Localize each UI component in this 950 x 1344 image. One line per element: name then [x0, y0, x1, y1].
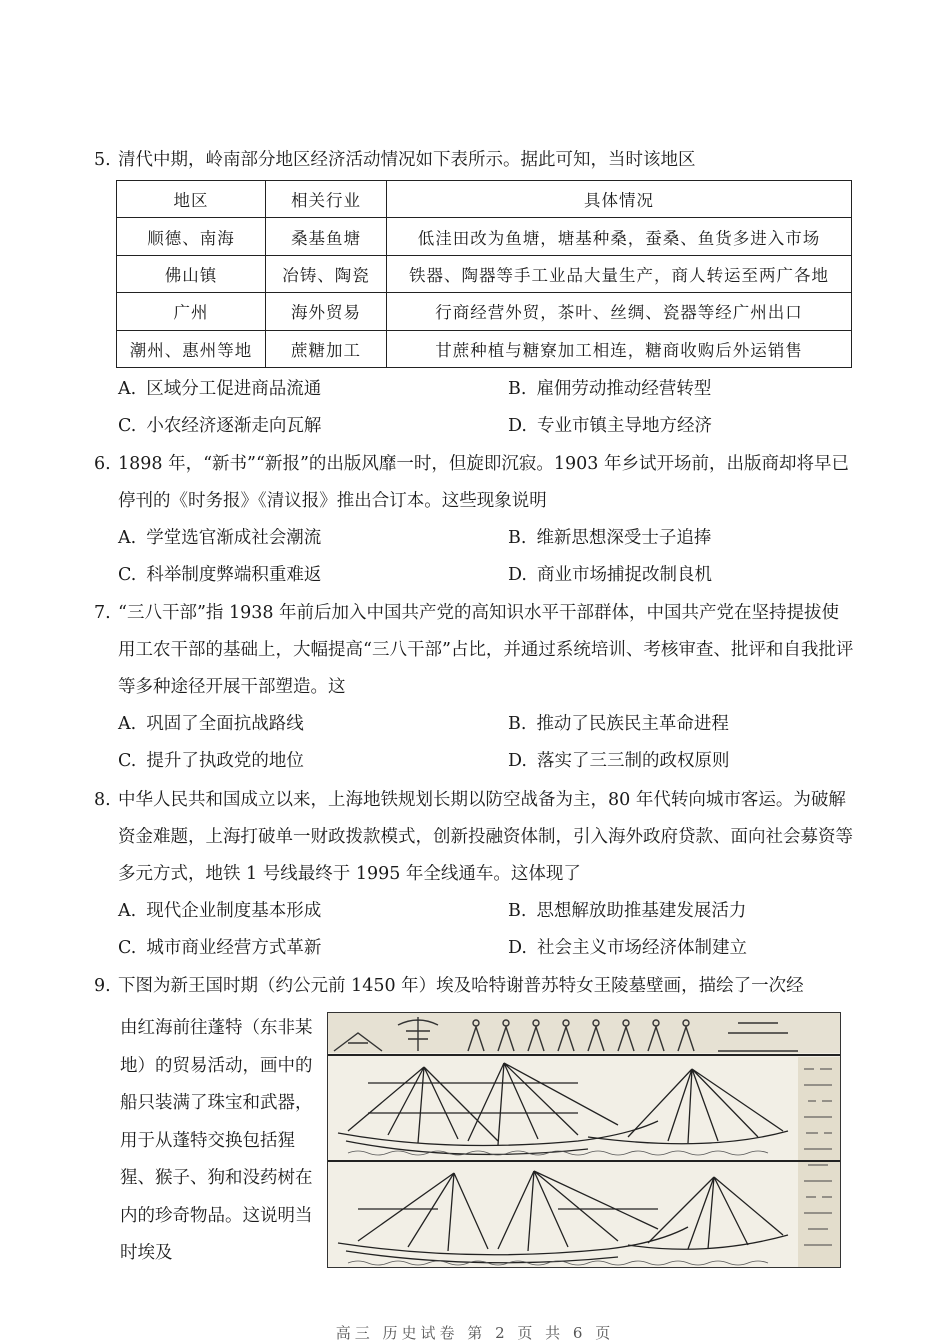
- option-a[interactable]: [118, 706, 508, 743]
- table-cell: 广州: [117, 293, 266, 330]
- table-cell: 冶铸、陶瓷: [266, 255, 387, 292]
- question-5-options: [94, 371, 854, 445]
- table-row: [117, 330, 852, 367]
- table-cell: 顺德、南海: [117, 218, 266, 255]
- table-cell: 海外贸易: [266, 293, 387, 330]
- option-b[interactable]: [508, 893, 878, 930]
- option-label: C.: [118, 565, 137, 585]
- option-c[interactable]: [118, 557, 508, 594]
- table-cell: 铁器、陶器等手工业品大量生产，商人转运至两广各地: [387, 255, 852, 292]
- table-cell: 潮州、惠州等地: [117, 330, 266, 367]
- table-cell: 佛山镇: [117, 255, 266, 292]
- option-text: 社会主义市场经济体制建立: [536, 938, 747, 958]
- economy-table: [116, 180, 852, 368]
- option-c[interactable]: [118, 930, 508, 967]
- option-a[interactable]: [118, 893, 508, 930]
- option-c[interactable]: [118, 408, 508, 445]
- option-text: 学堂选官渐成社会潮流: [146, 528, 322, 548]
- question-number: 6.: [94, 454, 111, 474]
- option-text: 现代企业制度基本形成: [146, 901, 322, 921]
- option-text: 科举制度弊端积重难返: [146, 565, 322, 585]
- option-text: 推动了民族民主革命进程: [536, 714, 729, 734]
- question-6: [94, 446, 854, 594]
- option-text: 城市商业经营方式革新: [146, 938, 322, 958]
- option-text: 区域分工促进商品流通: [146, 379, 322, 399]
- option-text: 雇佣劳动推动经营转型: [536, 379, 712, 399]
- option-text: 思想解放助推基建发展活力: [536, 901, 747, 921]
- option-label: D.: [508, 751, 527, 771]
- question-6-stem: [94, 446, 854, 520]
- option-b[interactable]: [508, 520, 878, 557]
- option-d[interactable]: [508, 743, 878, 780]
- option-a[interactable]: [118, 520, 508, 557]
- option-label: C.: [118, 751, 137, 771]
- question-number: 7.: [94, 603, 111, 623]
- question-text: 清代中期，岭南部分地区经济活动情况如下表所示。据此可知，当时该地区: [118, 150, 696, 170]
- question-5: [94, 142, 854, 179]
- option-label: A.: [118, 528, 137, 548]
- question-number: 5.: [94, 150, 111, 170]
- table-cell: 桑基鱼塘: [266, 218, 387, 255]
- table-header: 相关行业: [266, 181, 387, 218]
- table-cell: 低洼田改为鱼塘，塘基种桑，蚕桑、鱼货多进入市场: [387, 218, 852, 255]
- question-7-stem: [94, 595, 854, 706]
- option-label: D.: [508, 565, 527, 585]
- option-label: B.: [508, 379, 527, 399]
- option-d[interactable]: [508, 557, 878, 594]
- question-9: [94, 968, 854, 1005]
- question-7: [94, 595, 854, 780]
- option-text: 专业市镇主导地方经济: [536, 416, 712, 436]
- option-b[interactable]: [508, 706, 878, 743]
- option-d[interactable]: [508, 930, 878, 967]
- table-cell: 甘蔗种植与糖寮加工相连，糖商收购后外运销售: [387, 330, 852, 367]
- question-number: 9.: [94, 976, 111, 996]
- question-text: “三八干部”指 1938 年前后加入中国共产党的高知识水平干部群体，中国共产党在坚持提拔使用工农干部的基础上，大幅提高“三八干部”占比，并通过系统培训、考核审查、批评和自我批评等多种途径开展干部塑造。这: [118, 603, 854, 697]
- option-label: B.: [508, 528, 527, 548]
- egyptian-mural-image: [327, 1012, 841, 1268]
- question-9-side-text: 由红海前往蓬特（东非某地）的贸易活动，画中的船只装满了珠宝和武器，用于从蓬特交换包括猩猩、猴子、狗和没药树在内的珍奇物品。这说明当时埃及: [120, 1018, 313, 1263]
- table-header: 地区: [117, 181, 266, 218]
- option-label: D.: [508, 938, 527, 958]
- table-cell: 蔗糖加工: [266, 330, 387, 367]
- question-text: 下图为新王国时期（约公元前 1450 年）埃及哈特谢普苏特女王陵墓壁画，描绘了一次经: [118, 976, 804, 996]
- option-label: A.: [118, 714, 137, 734]
- table-header-row: [117, 181, 852, 218]
- question-number: 8.: [94, 790, 111, 810]
- option-label: B.: [508, 901, 527, 921]
- question-9-stem: [94, 968, 854, 1005]
- table-cell: 行商经营外贸，茶叶、丝绸、瓷器等经广州出口: [387, 293, 852, 330]
- table-row: [117, 218, 852, 255]
- option-label: D.: [508, 416, 527, 436]
- option-label: C.: [118, 416, 137, 436]
- question-8: [94, 782, 854, 967]
- option-label: B.: [508, 714, 527, 734]
- question-5-stem: [94, 142, 854, 179]
- question-text: 1898 年，“新书”“新报”的出版风靡一时，但旋即沉寂。1903 年乡试开场前，出版商却将早已停刊的《时务报》《清议报》推出合订本。这些现象说明: [118, 454, 849, 511]
- option-a[interactable]: [118, 371, 508, 408]
- option-label: C.: [118, 938, 137, 958]
- option-text: 商业市场捕捉改制良机: [536, 565, 712, 585]
- option-text: 巩固了全面抗战路线: [146, 714, 304, 734]
- option-d[interactable]: [508, 408, 878, 445]
- option-text: 提升了执政党的地位: [146, 751, 304, 771]
- option-text: 小农经济逐渐走向瓦解: [146, 416, 322, 436]
- option-text: 落实了三三制的政权原则: [536, 751, 730, 771]
- table-row: [117, 293, 852, 330]
- page-footer: 高三 历史试卷 第 2 页 共 6 页: [335, 1324, 615, 1342]
- option-label: A.: [118, 901, 137, 921]
- option-label: A.: [118, 379, 137, 399]
- question-8-stem: [94, 782, 854, 893]
- mural-drawing: [328, 1013, 840, 1267]
- table-row: [117, 255, 852, 292]
- question-text: 中华人民共和国成立以来，上海地铁规划长期以防空战备为主，80 年代转向城市客运。为破解资金难题，上海打破单一财政拨款模式，创新投融资体制，引入海外政府贷款、面向社会募资等多元方式，地铁 1 号线最终于 1995 年全线通车。这体现了: [118, 790, 853, 884]
- option-text: 维新思想深受士子追捧: [536, 528, 712, 548]
- option-b[interactable]: [508, 371, 878, 408]
- table-header: 具体情况: [387, 181, 852, 218]
- option-c[interactable]: [118, 743, 508, 780]
